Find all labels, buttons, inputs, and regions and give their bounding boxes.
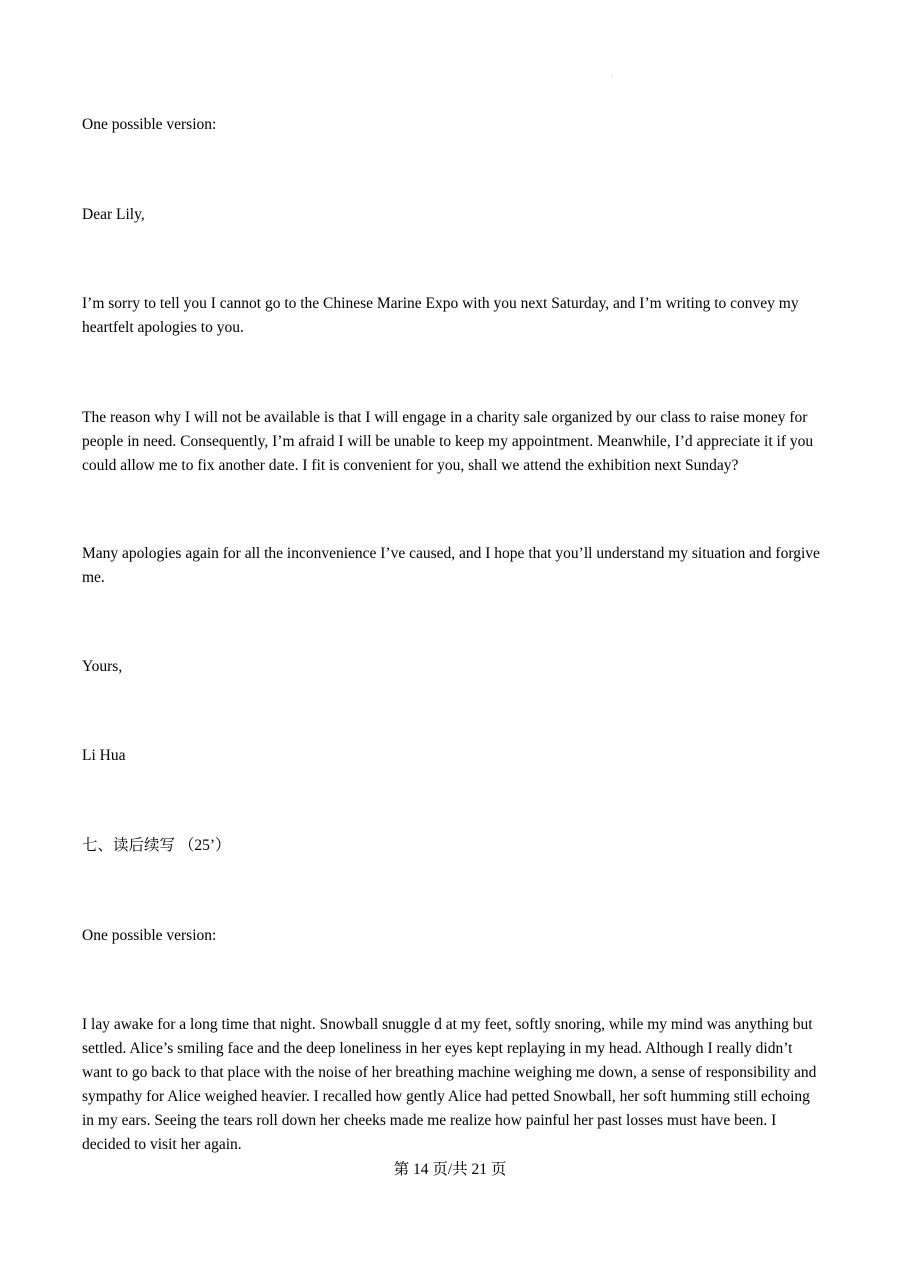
letter-paragraph-3: Many apologies again for all the inconvenience I’ve caused, and I hope that you’ll understand my situation and forgive me.: [82, 545, 820, 586]
letter-closing: Yours,: [82, 658, 123, 675]
letter-paragraph-1: I’m sorry to tell you I cannot go to the Chinese Marine Expo with you next Saturday, and I’m writing to convey my heartfelt apologies to you.: [82, 295, 799, 336]
letter-paragraph-2: The reason why I will not be available is that I will engage in a charity sale organized by our class to raise money for people in need. Consequently, I’m afraid I will be unable to keep my appointment. Meanwhile, I’d appreciate it if you could allow me to fix another date. I fit is convenient for you, shall we attend the exhibition next Sunday?: [82, 409, 814, 474]
page-number: 第 14 页/共 21 页: [393, 1161, 507, 1178]
scan-speck: [612, 75, 613, 76]
letter-signature: Li Hua: [82, 747, 126, 764]
section-heading: 七、读后续写 （25’）: [82, 837, 231, 854]
letter-greeting: Dear Lily,: [82, 206, 145, 223]
version-label-2: One possible version:: [82, 927, 217, 944]
version-label-1: One possible version:: [82, 116, 217, 133]
continuation-paragraph: I lay awake for a long time that night. Snowball snuggle d at my feet, softly snoring, while my mind was anything but settled. Alice’s smiling face and the deep loneliness in her eyes kept replaying in my head. Although I really didn’t want to go back to that place with the noise of her breathing machine weighing me down, a sense of responsibility and sympathy for Alice weighed heavier. I recalled how gently Alice had petted Snowball, her soft humming still echoing in my ears. Seeing the tears roll down her cheeks made me realize how painful her past losses must have been. I decided to visit her again.: [82, 1016, 817, 1153]
